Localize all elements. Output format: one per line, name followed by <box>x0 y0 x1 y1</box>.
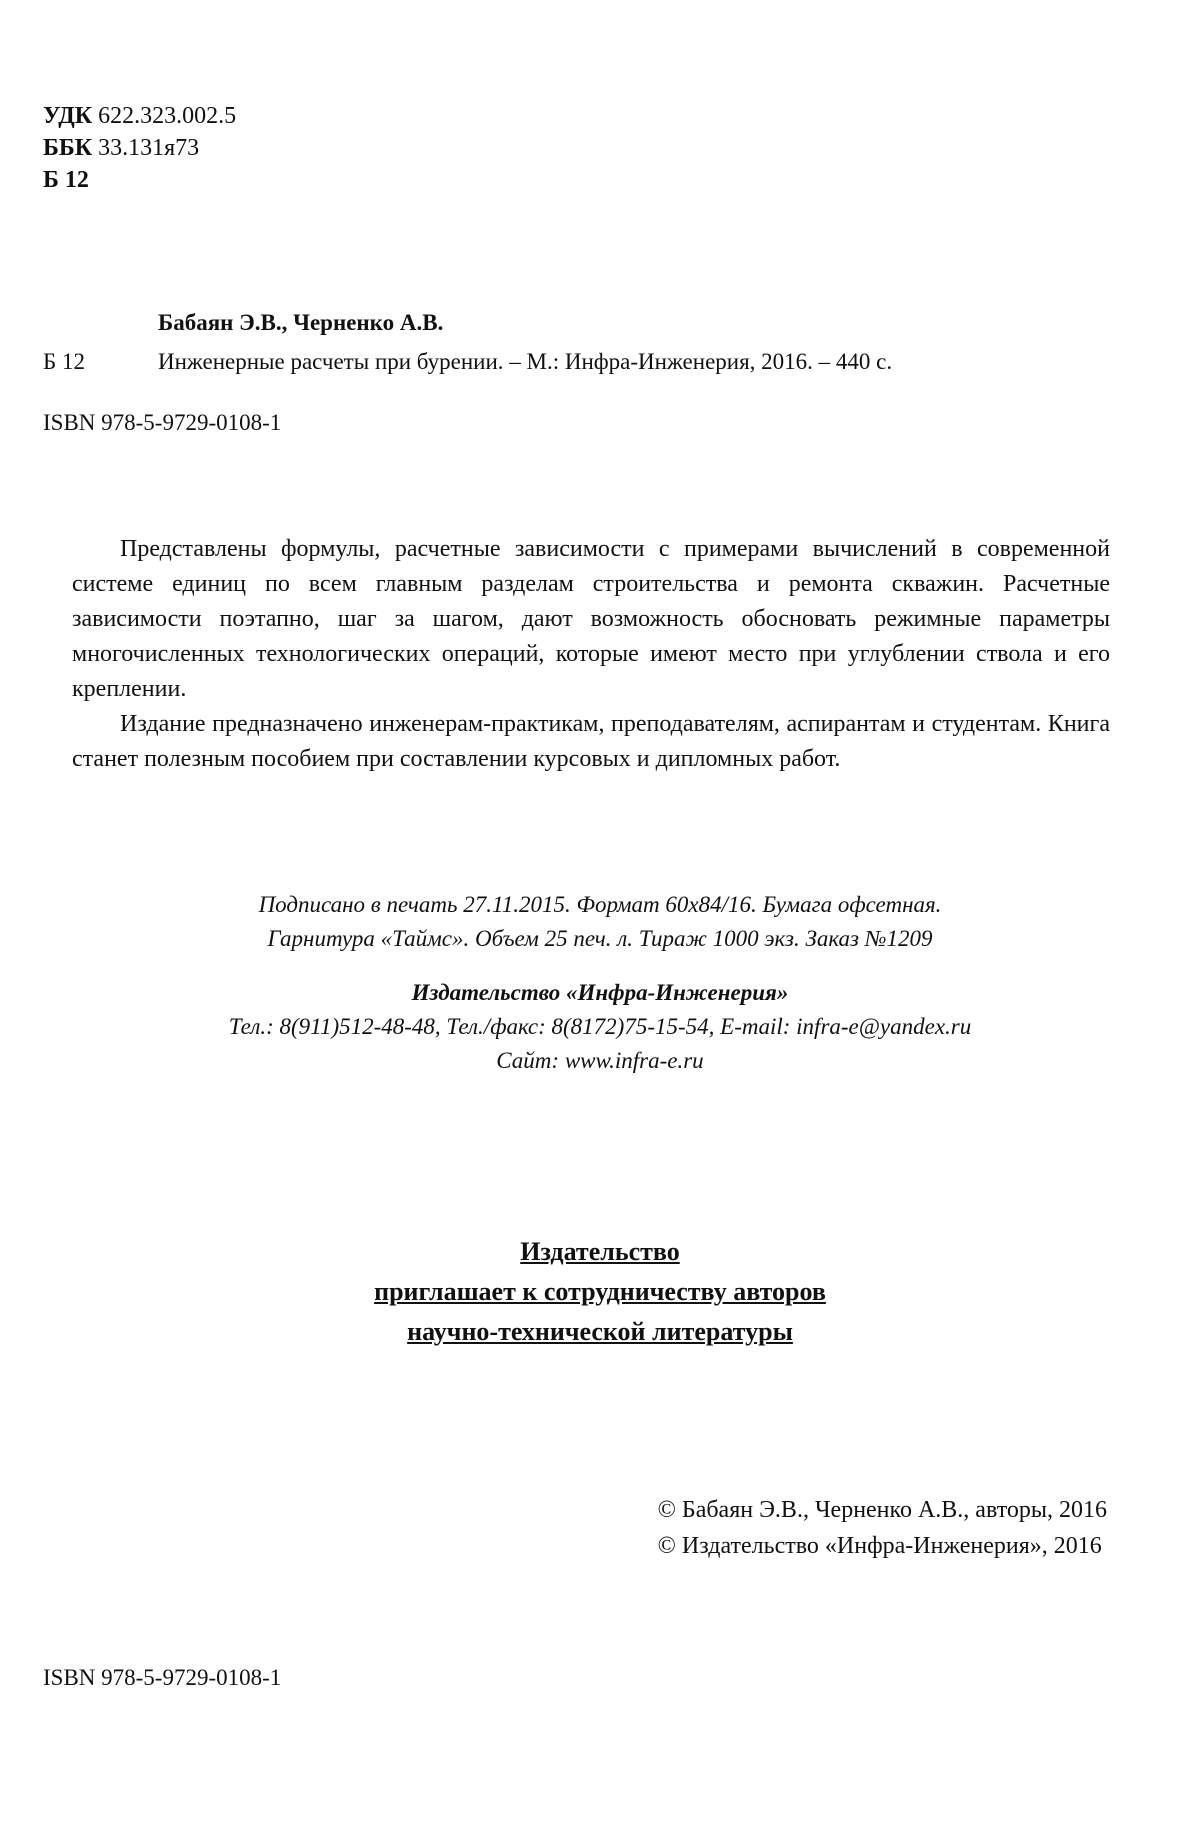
bbk-line <box>43 132 236 164</box>
invitation-line: Издательство <box>520 1237 680 1266</box>
invitation-line: научно-технической литературы <box>407 1317 793 1346</box>
imprint-line: Подписано в печать 27.11.2015. Формат 60х84/16. Бумага офсетная. <box>258 892 942 917</box>
udk-line <box>43 100 236 132</box>
author-invitation <box>0 1232 1200 1352</box>
udk-label: УДК <box>43 103 93 129</box>
abstract <box>72 532 1110 777</box>
imprint-block <box>0 888 1200 1078</box>
abstract-paragraph: Представлены формулы, расчетные зависимости с примерами вычислений в современной системе единиц по всем главным разделам строительства и ремонта скважин. Расчетные зависимости поэтапно, шаг за шагом, дают возможность обосновать режимные параметры многочисленных технологических операций, которые имеют место при углублении ствола и его креплении. <box>72 536 1110 702</box>
isbn-bottom: ISBN 978-5-9729-0108-1 <box>43 1665 282 1690</box>
publisher-contacts: Тел.: 8(911)512-48-48, Тел./факс: 8(8172)75-15-54, E-mail: infra-e@yandex.ru <box>228 1014 972 1039</box>
imprint-line: Гарнитура «Таймс». Объем 25 печ. л. Тираж 1000 экз. Заказ №1209 <box>267 926 933 951</box>
copyright-line: © Бабаян Э.В., Черненко А.В., авторы, 2016 <box>657 1497 1107 1523</box>
abstract-paragraph: Издание предназначено инженерам-практикам, преподавателям, аспирантам и студентам. Книга станет полезным пособием при составлении курсовых и дипломных работ. <box>72 711 1110 772</box>
publisher-site: Сайт: www.infra-e.ru <box>496 1048 704 1073</box>
classification-codes <box>43 100 236 196</box>
author-mark-line <box>43 164 236 196</box>
copyright-block <box>658 1492 1107 1564</box>
bbk-value: 33.131я73 <box>98 135 200 161</box>
publisher-name: Издательство «Инфра-Инженерия» <box>411 980 789 1005</box>
author-mark: Б 12 <box>43 167 89 193</box>
bbk-label: ББК <box>43 135 93 161</box>
invitation-line: приглашает к сотрудничеству авторов <box>374 1277 826 1306</box>
copyright-line: © Издательство «Инфра-Инженерия», 2016 <box>657 1533 1102 1559</box>
catalog-author-mark: Б 12 <box>43 349 85 374</box>
catalog-authors: Бабаян Э.В., Черненко А.В. <box>158 310 444 335</box>
udk-value: 622.323.002.5 <box>98 103 237 129</box>
catalog-description: Инженерные расчеты при бурении. – М.: Инфра-Инженерия, 2016. – 440 с. <box>158 349 893 374</box>
isbn-top: ISBN 978-5-9729-0108-1 <box>43 410 282 435</box>
